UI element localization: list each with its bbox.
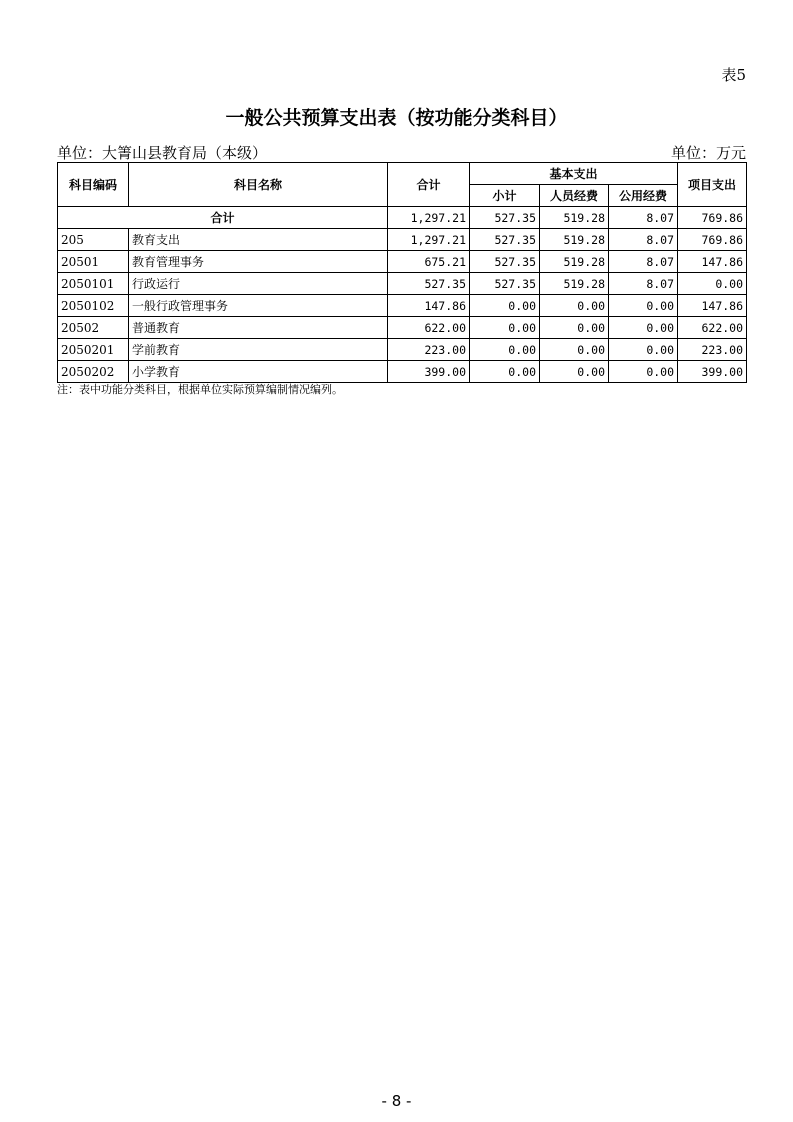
row-name: 普通教育 xyxy=(129,317,388,339)
table-number: 表5 xyxy=(721,66,746,84)
row-total: 399.00 xyxy=(388,361,470,383)
row-subtotal: 0.00 xyxy=(470,361,540,383)
row-personnel: 0.00 xyxy=(540,339,609,361)
row-code: 20501 xyxy=(58,251,129,273)
row-personnel: 0.00 xyxy=(540,361,609,383)
row-name: 行政运行 xyxy=(129,273,388,295)
unit-organization: 单位：大箐山县教育局（本级） xyxy=(57,144,268,162)
header-basic: 基本支出 xyxy=(470,163,678,185)
table-row xyxy=(58,295,747,317)
table-row xyxy=(58,317,747,339)
row-subtotal: 0.00 xyxy=(470,295,540,317)
row-personnel: 0.00 xyxy=(540,295,609,317)
header-project: 项目支出 xyxy=(678,163,747,207)
total-subtotal: 527.35 xyxy=(470,207,540,229)
row-public: 8.07 xyxy=(609,251,678,273)
row-total: 622.00 xyxy=(388,317,470,339)
row-code: 2050202 xyxy=(58,361,129,383)
header-code: 科目编码 xyxy=(58,163,129,207)
row-personnel: 519.28 xyxy=(540,273,609,295)
total-personnel: 519.28 xyxy=(540,207,609,229)
row-project: 147.86 xyxy=(678,251,747,273)
row-total: 1,297.21 xyxy=(388,229,470,251)
row-project: 399.00 xyxy=(678,361,747,383)
total-public: 8.07 xyxy=(609,207,678,229)
row-name: 教育支出 xyxy=(129,229,388,251)
budget-table xyxy=(57,162,747,383)
row-code: 2050101 xyxy=(58,273,129,295)
header-row xyxy=(58,163,747,185)
row-project: 0.00 xyxy=(678,273,747,295)
page-title: 一般公共预算支出表（按功能分类科目） xyxy=(225,107,568,129)
header-subtotal: 小计 xyxy=(470,185,540,207)
header-name: 科目名称 xyxy=(129,163,388,207)
row-subtotal: 527.35 xyxy=(470,251,540,273)
row-total: 527.35 xyxy=(388,273,470,295)
row-public: 8.07 xyxy=(609,273,678,295)
table-row xyxy=(58,273,747,295)
row-total: 223.00 xyxy=(388,339,470,361)
row-subtotal: 527.35 xyxy=(470,273,540,295)
row-code: 2050201 xyxy=(58,339,129,361)
row-subtotal: 527.35 xyxy=(470,229,540,251)
row-project: 147.86 xyxy=(678,295,747,317)
total-row xyxy=(58,207,747,229)
page-number: - 8 - xyxy=(381,1092,412,1110)
row-personnel: 519.28 xyxy=(540,251,609,273)
row-total: 147.86 xyxy=(388,295,470,317)
table-note: 注：表中功能分类科目，根据单位实际预算编制情况编列。 xyxy=(57,383,343,396)
row-public: 8.07 xyxy=(609,229,678,251)
row-public: 0.00 xyxy=(609,295,678,317)
table-row xyxy=(58,339,747,361)
row-subtotal: 0.00 xyxy=(470,317,540,339)
total-project: 769.86 xyxy=(678,207,747,229)
table-row xyxy=(58,361,747,383)
unit-currency: 单位：万元 xyxy=(670,144,746,162)
row-personnel: 0.00 xyxy=(540,317,609,339)
table-row xyxy=(58,229,747,251)
header-public: 公用经费 xyxy=(609,185,678,207)
row-project: 223.00 xyxy=(678,339,747,361)
row-name: 教育管理事务 xyxy=(129,251,388,273)
row-code: 2050102 xyxy=(58,295,129,317)
row-public: 0.00 xyxy=(609,339,678,361)
row-project: 769.86 xyxy=(678,229,747,251)
total-total: 1,297.21 xyxy=(388,207,470,229)
row-code: 20502 xyxy=(58,317,129,339)
row-public: 0.00 xyxy=(609,361,678,383)
row-name: 小学教育 xyxy=(129,361,388,383)
row-personnel: 519.28 xyxy=(540,229,609,251)
table-row xyxy=(58,251,747,273)
row-code: 205 xyxy=(58,229,129,251)
row-name: 学前教育 xyxy=(129,339,388,361)
total-label: 合计 xyxy=(58,207,388,229)
row-name: 一般行政管理事务 xyxy=(129,295,388,317)
row-total: 675.21 xyxy=(388,251,470,273)
header-total: 合计 xyxy=(388,163,470,207)
header-personnel: 人员经费 xyxy=(540,185,609,207)
row-public: 0.00 xyxy=(609,317,678,339)
row-subtotal: 0.00 xyxy=(470,339,540,361)
row-project: 622.00 xyxy=(678,317,747,339)
